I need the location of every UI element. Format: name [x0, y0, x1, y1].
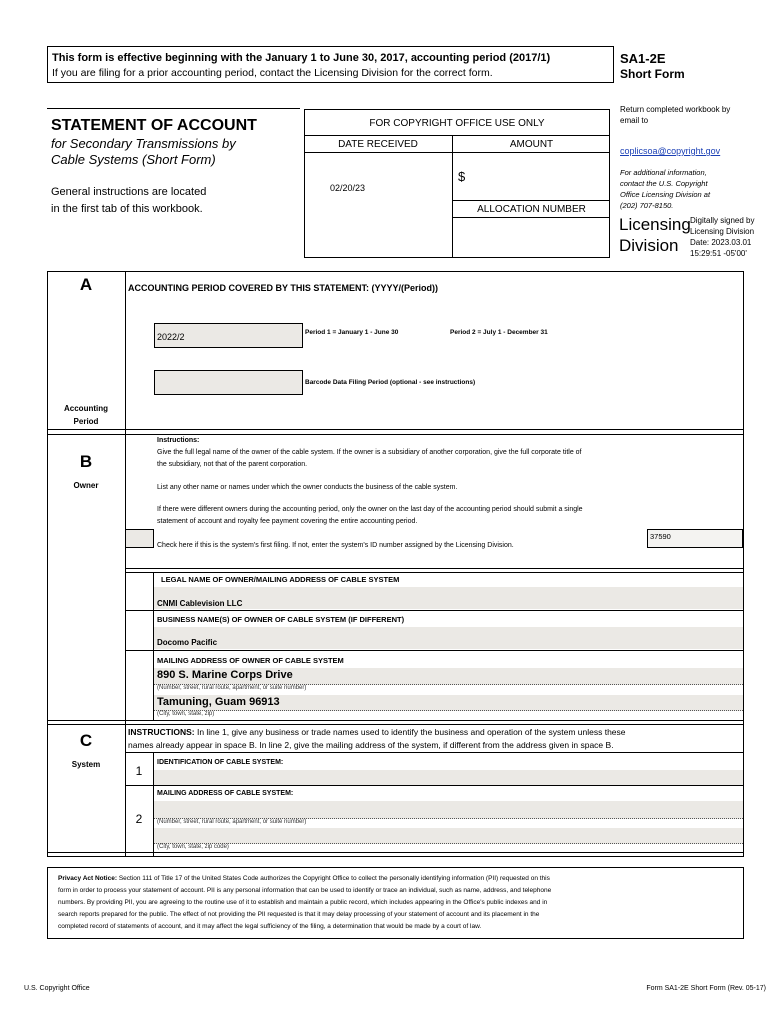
system-mailing-label: MAILING ADDRESS OF CABLE SYSTEM:: [157, 790, 294, 797]
first-filing-checkbox[interactable]: [125, 529, 154, 548]
business-name-field[interactable]: [154, 627, 743, 649]
effective-line: This form is effective beginning with the January 1 to June 30, 2017, accounting period (2017/1): [52, 52, 551, 64]
office-use-rule-3: [452, 200, 610, 201]
date-received-value: 02/20/23: [330, 183, 366, 193]
section-c-bottom-rule: [47, 852, 744, 853]
section-bc-rule-2: [47, 724, 744, 725]
line-2-number: 2: [135, 812, 143, 826]
business-name-label: BUSINESS NAME(S) OF OWNER OF CABLE SYSTEM (IF DIFFERENT): [157, 615, 405, 624]
section-c-instructions-bold: INSTRUCTIONS:: [128, 727, 195, 737]
section-a-label-1: Accounting: [64, 404, 108, 413]
allocation-number-label: ALLOCATION NUMBER: [477, 204, 586, 215]
section-a-letter: A: [79, 275, 93, 294]
period-value: 2022/2: [157, 332, 185, 342]
section-a-label-2: Period: [73, 417, 99, 426]
page-subtitle-1: for Secondary Transmissions by: [51, 136, 236, 151]
privacy-bold: Privacy Act Notice:: [58, 875, 118, 882]
section-c-rule-2: [125, 785, 744, 786]
signature-text-4: 15:29:51 -05'00': [690, 249, 747, 258]
owner-rule-2: [125, 572, 744, 573]
legal-name-label: LEGAL NAME OF OWNER/MAILING ADDRESS OF CABLE SYSTEM: [161, 575, 400, 584]
section-c-rule-1: [125, 752, 744, 753]
instruction-1a: Give the full legal name of the owner of the cable system. If the owner is a subsidiary of another corporation, give the full corporate title of: [157, 449, 582, 456]
office-use-divider: [452, 135, 453, 258]
system-street-hint: (Number, street, rural route, apartment, or suite number): [157, 819, 307, 825]
owner-rule-4: [125, 650, 744, 651]
section-c-instructions-2: names already appear in space B. In line 2, give the mailing address of the system, if different from the address given in space B.: [128, 740, 614, 750]
section-ab-rule-2: [47, 434, 744, 435]
contact-info-2: contact the U.S. Copyright: [620, 179, 708, 188]
email-link[interactable]: coplicsoa@copyright.gov: [620, 146, 721, 156]
return-text-2: email to: [620, 116, 649, 125]
legal-name-value: CNMI Cablevision LLC: [157, 599, 243, 608]
contact-info-1: For additional information,: [620, 168, 707, 177]
owner-rule-1: [125, 568, 744, 569]
instruction-2: List any other name or names under which the owner conducts the business of the cable system.: [157, 484, 458, 491]
period-2-note: Period 2 = July 1 - December 31: [450, 329, 548, 336]
contact-phone: (202) 707-8150.: [620, 201, 674, 210]
signature-text-1: Digitally signed by: [690, 216, 755, 225]
owner-street-value: 890 S. Marine Corps Drive: [157, 669, 293, 681]
instruction-3b: statement of account and royalty fee payment covering the entire accounting period.: [157, 518, 418, 525]
page-title: STATEMENT OF ACCOUNT: [51, 117, 257, 134]
system-street-field[interactable]: [154, 801, 743, 819]
barcode-period-input[interactable]: [154, 370, 303, 395]
privacy-line-1: [58, 875, 550, 882]
page-subtitle-2: Cable Systems (Short Form): [51, 152, 216, 167]
mailing-address-label: MAILING ADDRESS OF OWNER OF CABLE SYSTEM: [157, 656, 344, 665]
instruction-1b: the subsidiary, not that of the parent corporation.: [157, 461, 308, 468]
system-id-value: 37590: [650, 532, 671, 541]
office-use-heading: FOR COPYRIGHT OFFICE USE ONLY: [369, 118, 545, 129]
section-c-letter: C: [79, 731, 93, 750]
signature-name-1: Licensing: [619, 215, 691, 234]
office-use-rule-1: [304, 135, 610, 136]
amount-label: AMOUNT: [509, 139, 554, 150]
footer-right: Form SA1-2E Short Form (Rev. 05-17): [646, 985, 766, 992]
title-rule: [47, 108, 300, 109]
instructions-title: Instructions:: [157, 437, 200, 444]
amount-symbol: $: [458, 169, 466, 184]
office-use-rule-4: [452, 217, 610, 218]
return-text-1: Return completed workbook by: [620, 105, 731, 114]
identification-field[interactable]: [154, 770, 743, 785]
section-a-heading: ACCOUNTING PERIOD COVERED BY THIS STATEMENT: (YYYY/(Period)): [128, 283, 439, 293]
signature-text-2: Licensing Division: [690, 227, 755, 236]
contact-info-3: Office Licensing Division at: [620, 190, 711, 199]
owner-rule-3: [125, 610, 744, 611]
section-c-instructions-text-1: In line 1, give any business or trade names used to identify the business and operation of the system unless these: [194, 727, 626, 737]
section-ab-rule-1: [47, 429, 744, 430]
system-city-hint: (City, town, state, zip code): [157, 844, 229, 850]
line-1-number: 1: [135, 764, 143, 778]
section-c-instructions-1: [128, 727, 626, 737]
privacy-text-1: Section 111 of Title 17 of the United States Code authorizes the Copyright Office to collect the personally identifying information (PII) requested on this: [117, 875, 550, 882]
privacy-line-2: form in order to process your statement of account. PII is any personal information that can be used to identify or trace an individual, such as name, address, and telephone: [58, 887, 552, 894]
owner-city-value: Tamuning, Guam 96913: [157, 696, 280, 708]
prior-period-line: If you are filing for a prior accounting period, contact the Licensing Division for the correct form.: [52, 67, 493, 79]
business-name-value: Docomo Pacific: [157, 638, 218, 647]
owner-street-hint: (Number, street, rural route, apartment, or suite number): [157, 685, 307, 691]
section-b-letter: B: [79, 452, 93, 471]
first-filing-note: Check here if this is the system's first filing. If not, enter the system's ID number assigned by the Licensing Division.: [157, 542, 514, 549]
footer-left: U.S. Copyright Office: [24, 985, 90, 992]
privacy-line-3: numbers. By providing PII, you are agreeing to the routine use of it to establish and maintain a public record, which includes appearing in the Office's public indexes and in: [58, 899, 548, 906]
signature-name-2: Division: [619, 236, 679, 255]
instruction-3a: If there were different owners during the accounting period, only the owner on the last day of the accounting period should submit a single: [157, 506, 583, 513]
privacy-line-4: search reports prepared for the public. The effect of not providing the PII requested is that it may delay processing of your statement of account and its placement in the: [58, 911, 540, 918]
date-received-label: DATE RECEIVED: [338, 139, 418, 150]
privacy-line-5: completed record of statements of account, and it may affect the legal sufficiency of the filing, a determination that would be made by a court of law.: [58, 923, 482, 930]
period-1-note: Period 1 = January 1 - June 30: [305, 329, 399, 336]
section-bc-rule-1: [47, 720, 744, 721]
form-type: Short Form: [620, 67, 685, 81]
identification-label: IDENTIFICATION OF CABLE SYSTEM:: [157, 759, 284, 766]
owner-city-hint: (City, town, state, zip): [157, 711, 215, 717]
legal-name-field[interactable]: [154, 587, 743, 609]
signature-text-3: Date: 2023.03.01: [690, 238, 752, 247]
barcode-note: Barcode Data Filing Period (optional - see instructions): [305, 379, 476, 386]
section-b-label: Owner: [73, 481, 99, 490]
section-c-label: System: [71, 760, 101, 769]
general-instructions-2: in the first tab of this workbook.: [51, 203, 203, 215]
system-city-field[interactable]: [154, 828, 743, 844]
form-code: SA1-2E: [620, 51, 666, 66]
general-instructions-1: General instructions are located: [51, 186, 207, 198]
office-use-rule-2: [304, 152, 610, 153]
